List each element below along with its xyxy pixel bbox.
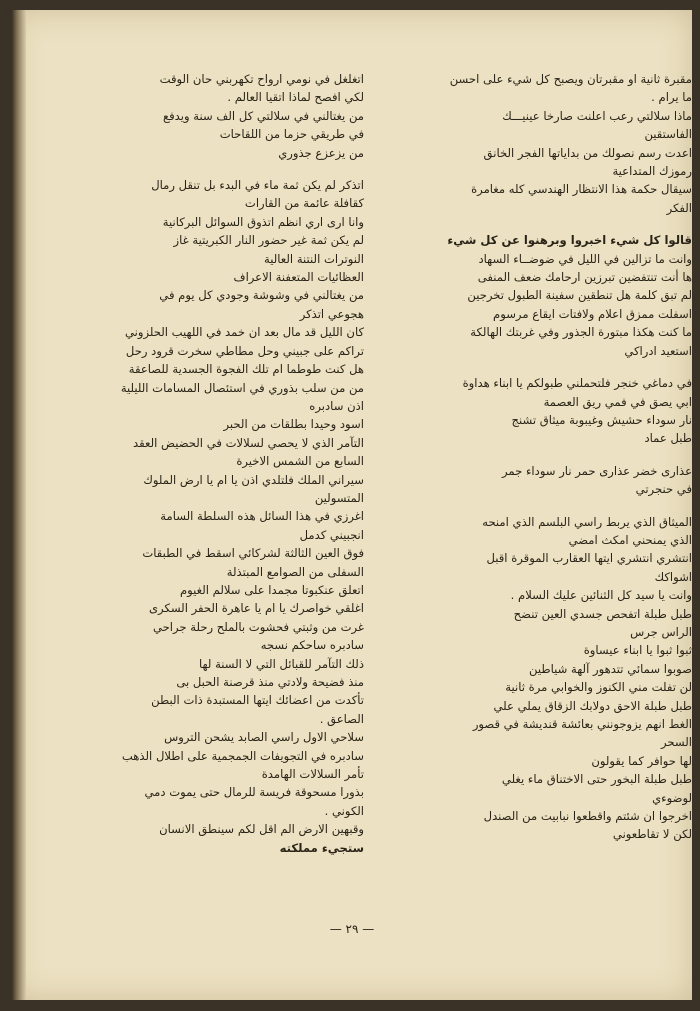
text-line: عذارى خضر عذارى حمر نار سوداء جمر [502, 463, 692, 478]
text-line: ماذا سلالتي رعب اعلنت صارخا عينيـــك [502, 108, 692, 123]
text-line: اسفلت ممزق اعلام ولافتات ايقاع مرسوم [493, 306, 692, 321]
text-line: اغرزي في هذا السائل هذه السلطة السامة [160, 509, 364, 524]
text-line: تأكدت من اعضائك ايتها المستبدة ذات البطن [151, 693, 364, 708]
text-line: طبل عماد [644, 431, 692, 446]
text-line: لكي افصح لماذا اتقيا العالم . [227, 90, 364, 105]
text-line: اغلقي خواصرك يا ام يا عاهرة الحفر السكرى [148, 601, 364, 616]
text-line: اتذكر لم يكن ثمة ماء في البدء بل تنقل رمال [151, 178, 364, 193]
text-line: كقافلة عائمة من القارات [244, 196, 364, 211]
text-line: الفكر [666, 200, 692, 215]
text-line: وانا ارى اري انظم اتذوق السوائل البركانية [162, 214, 364, 229]
text-line: انجبيني كدمل [299, 527, 364, 542]
text-line: مقبرة ثانية او مقبرتان ويصبح كل شيء على احسن [449, 72, 692, 86]
text-line: النوترات النتنة العالية [264, 251, 364, 266]
text-line: الميثاق الذي يربط راسي البلسم الذي امنحه [482, 514, 692, 529]
text-line: التآمر الذي لا يحصي لسلالات في الحضيض العقد [133, 435, 364, 450]
text-line: اخرجوا ان شئتم واقطعوا نبابيت من الصندل [483, 809, 692, 824]
text-line: اعدت رسم نصولك من بداياتها الفجر الخانق [483, 145, 692, 160]
text-line: هجوعي اتذكر [299, 306, 364, 321]
text-line [398, 217, 692, 231]
text-line: طبل طبلة الاحق دولابك الزقاق يملي علي [493, 698, 692, 713]
text-line: من يزعزع جذوري [278, 145, 364, 160]
text-line [398, 448, 692, 462]
text-line [398, 499, 692, 513]
text-line: لن تفلت مني الكنوز والخوابي مرة ثانية [505, 680, 692, 695]
text-line [398, 360, 692, 374]
text-line: ها أنت تنتفضين تبرزين ارحامك ضعف المنفى [477, 270, 692, 285]
text-line: ما يرام . [651, 90, 692, 105]
text-line: ثبوا ثبوا يا ابناء عيساوة [583, 643, 692, 658]
text-line: السفلى من الصوامع المبتذلة [226, 564, 364, 579]
text-line: اسود وحيدا بطلقات من الحبر [223, 417, 364, 432]
text-line: اتغلغل في نومي ارواح تكهربني حان الوقت [159, 72, 364, 86]
text-line: في طريقي حزما من اللقاحات [219, 127, 364, 142]
text-line: سيراني الملك فلتلدي اذن يا ام يا ارض الملوك [143, 472, 364, 487]
text-line: لها حوافر كما يقولون [591, 753, 692, 768]
text-line: الراس جرس [630, 624, 692, 639]
text-line: منذ فضيحة ولادتي منذ قرصنة الحبل بى [176, 675, 364, 689]
text-line: الفاستقين [644, 127, 692, 142]
text-line: رموزك المتداعية [612, 164, 692, 179]
text-line: سادبره في التجويفات الجمجمية على اطلال الذهب [121, 748, 364, 763]
text-line: سلاحي الاول راسي الصابد يشحن التروس [164, 730, 364, 745]
text-line: قالوا كل شيء اخبروا وبرهنوا عن كل شيء [447, 233, 692, 248]
text-line: من يغتالني في وشوشة وجودي كل يوم في [159, 288, 364, 303]
text-line [72, 162, 364, 176]
text-line: الغط انهم يزوجونني بعائشة قنديشة في قصور [472, 717, 692, 731]
right-column [398, 70, 692, 844]
text-line: اشواكك [654, 569, 692, 584]
text-line: في حنجرتي [635, 482, 692, 497]
text-line: السحر [661, 735, 692, 750]
text-line: ذلك التآمر للقبائل التي لا السنة لها [199, 656, 364, 671]
text-line: وانت يا سيد كل الثنائين عليك السلام . [510, 588, 692, 603]
text-line: الكوني . [324, 803, 364, 818]
text-line: اذن سادبره [309, 398, 364, 413]
text-line: ستجيء مملكته [279, 840, 364, 855]
text-line: وقبهين الارض الم اقل لكم سينطق الانسان [159, 822, 364, 837]
document-page [12, 10, 692, 1000]
text-line: فوق العين الثالثة لشركائي اسقط في الطبقات [142, 546, 364, 561]
text-line: المتسولين [314, 490, 364, 505]
text-line: كان الليل قد مال بعد ان خمد في اللهيب الحلزوني [125, 325, 364, 340]
text-line: وانت ما تزالين في الليل في ضوضــاء السهاد [478, 251, 692, 266]
text-line: لكن لا تقاطعوني [612, 827, 692, 842]
text-line: من من سلب بذوري في استئصال المسامات الليلية [120, 380, 364, 395]
text-line: صوبوا سمائي تتدهور آلهة شياطين [529, 661, 692, 676]
text-line: ما كنت هكذا مبتورة الجذور وفي غربتك الهالكة [470, 325, 692, 340]
text-line: غرت من وثبتي فحشوت بالملح رحلة جراحي [152, 619, 364, 634]
text-line: انتشري انتشري ايتها العقارب الموقرة اقبل [486, 551, 692, 566]
text-line: سيقال حكمة هذا الانتظار الهندسي كله مغامرة [471, 182, 692, 197]
text-line: استعيد ادراكي [624, 343, 692, 358]
page-binding-shadow [12, 10, 26, 1000]
text-line: تأمر السلالات الهامدة [261, 767, 364, 782]
text-line: تراكم على جبيني وحل مطاطي سخرت قرود رحل [125, 343, 364, 358]
text-line: هل كنت طوطما ام تلك الفجوة الجسدية للصاعقة [128, 362, 364, 377]
text-line: السابع من الشمس الاخيرة [236, 454, 364, 469]
text-line: الصاعق . [319, 711, 364, 726]
text-line: نار سوداء حشيش وغيبوبة ميثاق تشنج [511, 412, 692, 427]
text-line: العظائيات المتعفنة الاعراف [233, 270, 364, 285]
text-line: اتعلق عنكبوتا مجمدا على سلالم الغيوم [179, 582, 364, 597]
text-line: سادبره ساحكم نسجه [260, 638, 364, 653]
text-line: ابي يصق في فمي ريق العصمة [543, 394, 692, 409]
text-line: لوضوءي [652, 790, 692, 805]
text-line: في دماغي خنجر فلتحملني طبولكم يا ابناء هداوة [462, 376, 692, 391]
text-line: طبل طبلة البخور حتى الاختناق ماء يغلي [501, 772, 692, 787]
page-number: — ٢٩ — [329, 922, 375, 936]
text-line: من يغتالني في سلالتي كل الف سنة ويدفع [162, 108, 364, 123]
text-line: طبل طبلة اتفحص جسدي العين تنضح [513, 606, 692, 621]
left-column [72, 70, 364, 857]
text-line: بذورا مسحوقة فريسة للرمال حتى يموت دمي [144, 785, 364, 800]
text-line: الذي يمنحني امكث امضي [568, 532, 692, 547]
text-line: لم يكن ثمة غير حضور النار الكبريتية غاز [173, 233, 364, 248]
text-line: لم تبق كلمة هل تنطقين سفينة الطبول تخرجين [467, 288, 692, 303]
